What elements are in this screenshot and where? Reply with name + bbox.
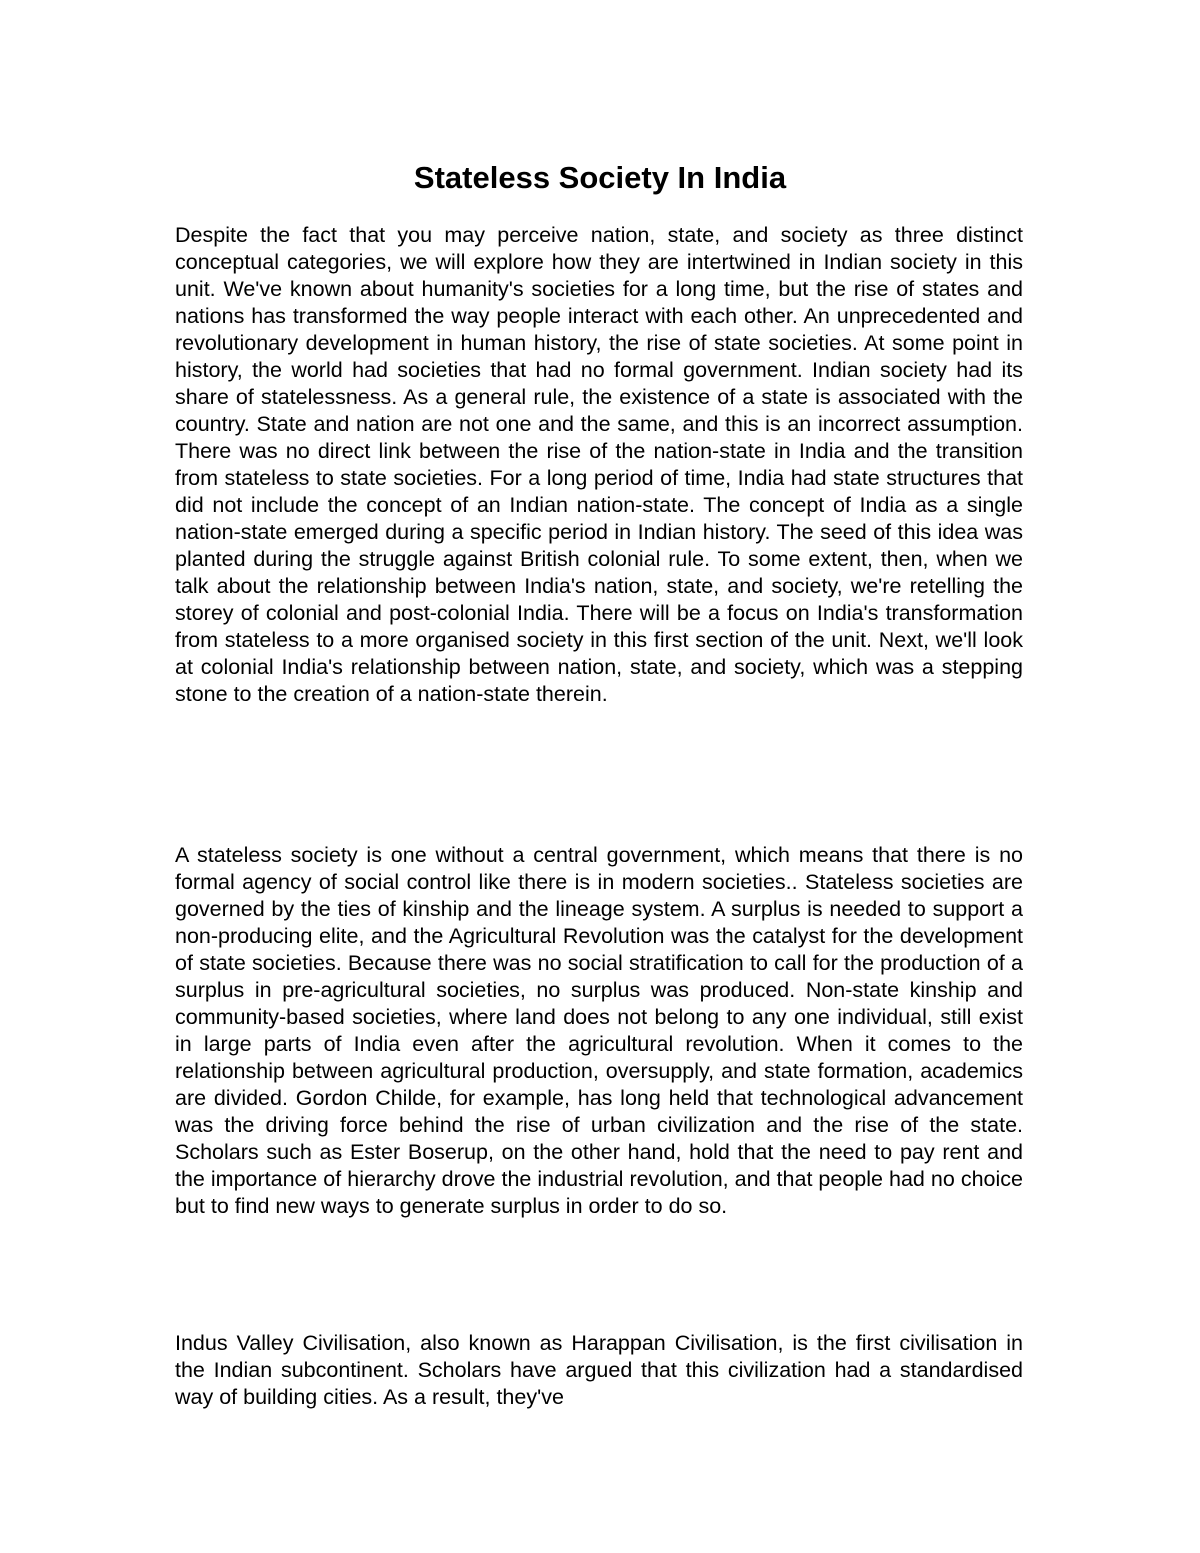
paragraph-intro: Despite the fact that you may perceive nation, state, and society as three distinct conceptual categories, we will explore how they are intertwined in Indian society in this unit. We've known about humanity's societies for a long time, but the rise of states and nations has transformed the way people interact with each other. An unprecedented and revolutionary development in human history, the rise of state societies. At some point in history, the world had societies that had no formal government. Indian society had its share of statelessness. As a general rule, the existence of a state is associated with the country. State and nation are not one and the same, and this is an incorrect assumption. There was no direct link between the rise of the nation-state in India and the transition from stateless to state societies. For a long period of time, India had state structures that did not include the concept of an Indian nation-state. The concept of India as a single nation-state emerged during a specific period in Indian history. The seed of this idea was planted during the struggle against British colonial rule. To some extent, then, when we talk about the relationship between India's nation, state, and society, we're retelling the storey of colonial and post-colonial India. There will be a focus on India's transformation from stateless to a more organised society in this first section of the unit. Next, we'll look at colonial India's relationship between nation, state, and society, which was a stepping stone to the creation of a nation-state therein. <box>175 223 1023 706</box>
paragraph-indus-valley: Indus Valley Civilisation, also known as Harappan Civilisation, is the first civilisation in the Indian subcontinent. Scholars have argued that this civilization had a standardised way of building cities. As a result, they've <box>175 1331 1023 1409</box>
paragraph-stateless-society: A stateless society is one without a central government, which means that there is no formal agency of social control like there is in modern societies.. Stateless societies are governed by the ties of kinship and the lineage system. A surplus is needed to support a non-producing elite, and the Agricultural Revolution was the catalyst for the development of state societies. Because there was no social stratification to call for the production of a surplus in pre-agricultural societies, no surplus was produced. Non-state kinship and community-based societies, where land does not belong to any one individual, still exist in large parts of India even after the agricultural revolution. When it comes to the relationship between agricultural production, oversupply, and state formation, academics are divided. Gordon Childe, for example, has long held that technological advancement was the driving force behind the rise of urban civilization and the rise of the state. Scholars such as Ester Boserup, on the other hand, hold that the need to pay rent and the importance of hierarchy drove the industrial revolution, and that people had no choice but to find new ways to generate surplus in order to do so. <box>175 843 1023 1218</box>
document-title: Stateless Society In India <box>413 160 787 195</box>
